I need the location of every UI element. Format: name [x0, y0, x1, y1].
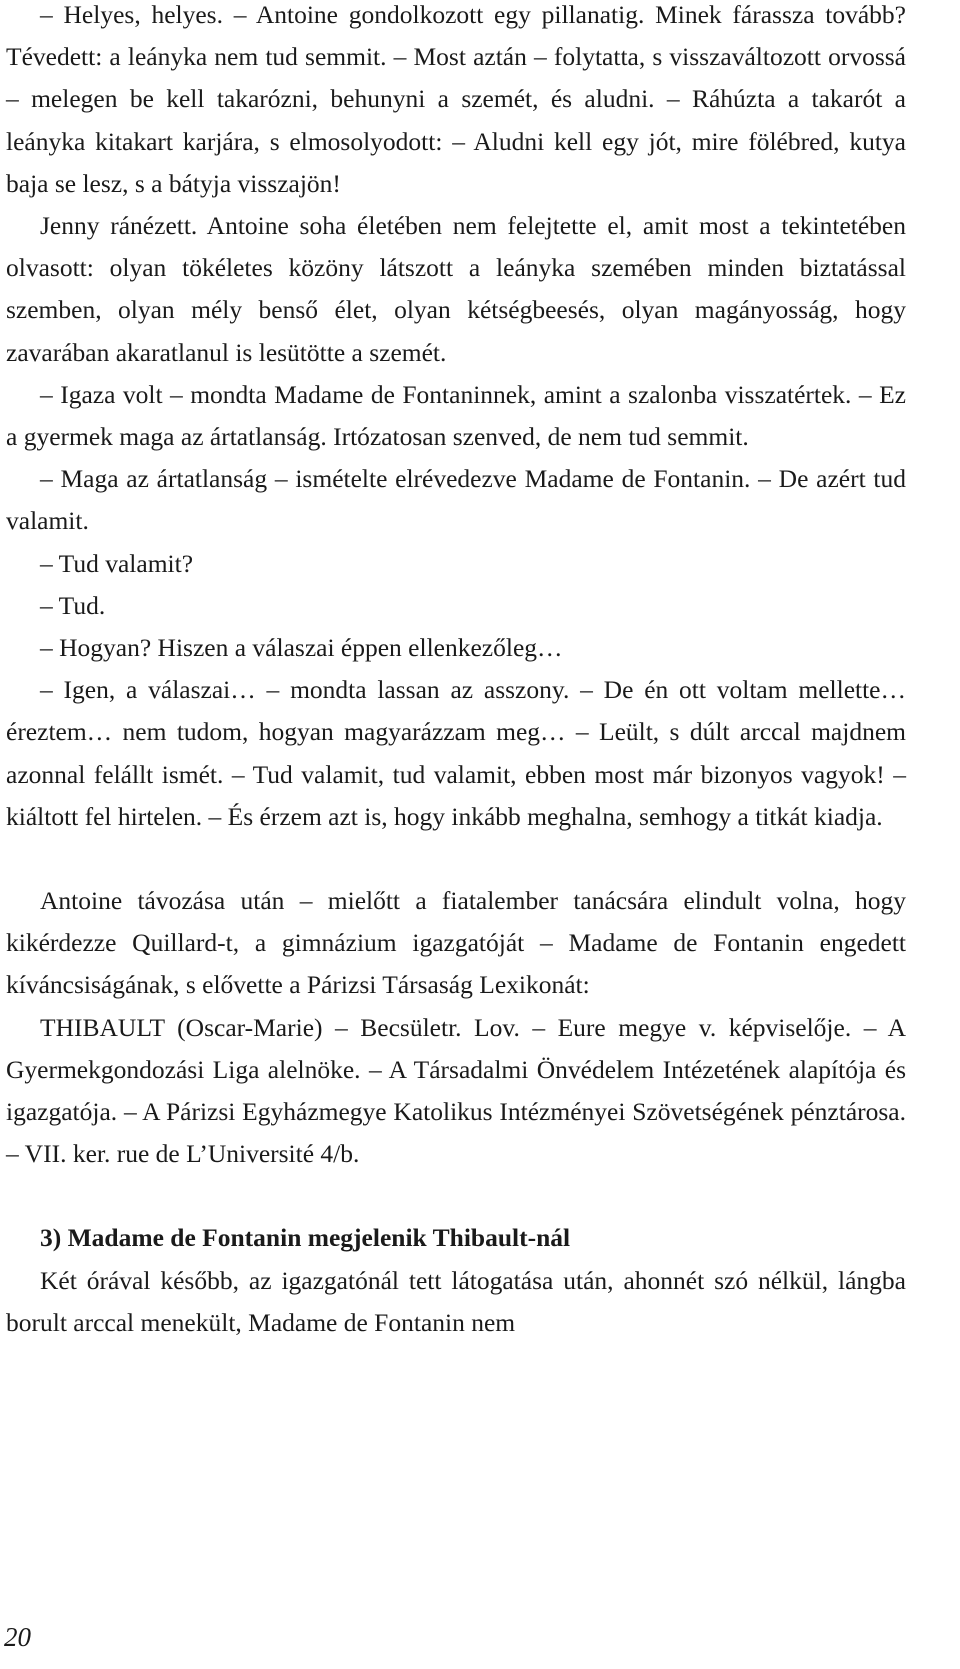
paragraph-ket-oraval: Két órával később, az igazgatónál tett látogatása után, ahonnét szó nélkül, lángba borult arccal menekült, Madame de Fontanin nem [6, 1265, 906, 1337]
paragraph-thibault-entry: THIBAULT (Oscar-Marie) – Becsületr. Lov. – Eure megye v. képviselője. – A Gyermekgondozási Liga alelnöke. – A Társadalmi Önvédelem Intézetének alapítója és igazgatója. – A Párizsi Egyházmegye Katolikus Intézményei Szövetségének pénztárosa. – VII. ker. rue de L’Université 4/b. [6, 1012, 906, 1169]
paragraph-helyes: – Helyes, helyes. – Antoine gondolkozott egy pillanatig. Minek fárassza tovább? Tévedett: a leányka nem tud semmit. – Most aztán – folytatta, s visszaváltozott orvossá – melegen be kell takarózni, behunyni a szemét, és aludni. – Ráhúzta a takarót a leányka kitakart karjára, s elmosolyodott: – Aludni kell egy jót, mire fölébred, kutya baja se lesz, s a bátyja visszajön! [6, 0, 906, 198]
section-gap [6, 1175, 906, 1217]
section-gap [6, 838, 906, 880]
section-heading: 3) Madame de Fontanin megjelenik Thibault-nál [40, 1223, 571, 1253]
paragraph-antoine-tavozasa: Antoine távozása után – mielőtt a fiatalember tanácsára elindult volna, hogy kikérdezze Quillard-t, a gimnázium igazgatóját – Madame de Fontanin engedett kíváncsiságának, s elővette a Párizsi Társaság Lexikonát: [6, 886, 906, 1000]
paragraph-jenny: Jenny ránézett. Antoine soha életében nem felejtette el, amit most a tekintetében olvasott: olyan tökéletes közöny látszott a leányka szemében minden biztatással szemben, olyan mély benső élet, olyan kétségbeesés, olyan magányosság, hogy zavarában akaratlanul is lesütötte a szemét. [6, 211, 906, 367]
paragraph-tud-valamit: – Tud valamit? [40, 548, 194, 578]
paragraph-tud: – Tud. [40, 590, 106, 620]
paragraph-valaszai: – Igen, a válaszai… – mondta lassan az asszony. – De én ott voltam mellette… éreztem… nem tudom, hogyan magyarázzam meg… – Leült, s dúlt arccal majdnem azonnal felállt ismét. – Tud valamit, tud valamit, ebben most már bizonyos vagyok! – kiáltott fel hirtelen. – És érzem azt is, hogy inkább meghalna, semhogy a titkát kiadja. [6, 675, 906, 831]
paragraph-hogyan: – Hogyan? Hiszen a válaszai éppen ellenkezőleg… [40, 633, 563, 663]
paragraph-igaza-volt: – Igaza volt – mondta Madame de Fontaninnek, amint a szalonba visszatértek. – Ez a gyermek maga az ártatlanság. Irtózatosan szenved, de nem tud semmit. [6, 379, 906, 452]
book-page [6, 0, 906, 1344]
paragraph-artatlansag: – Maga az ártatlanság – ismételte elrévedezve Madame de Fontanin. – De azért tud valamit. [6, 464, 906, 536]
page-number: 20 [4, 1622, 31, 1652]
